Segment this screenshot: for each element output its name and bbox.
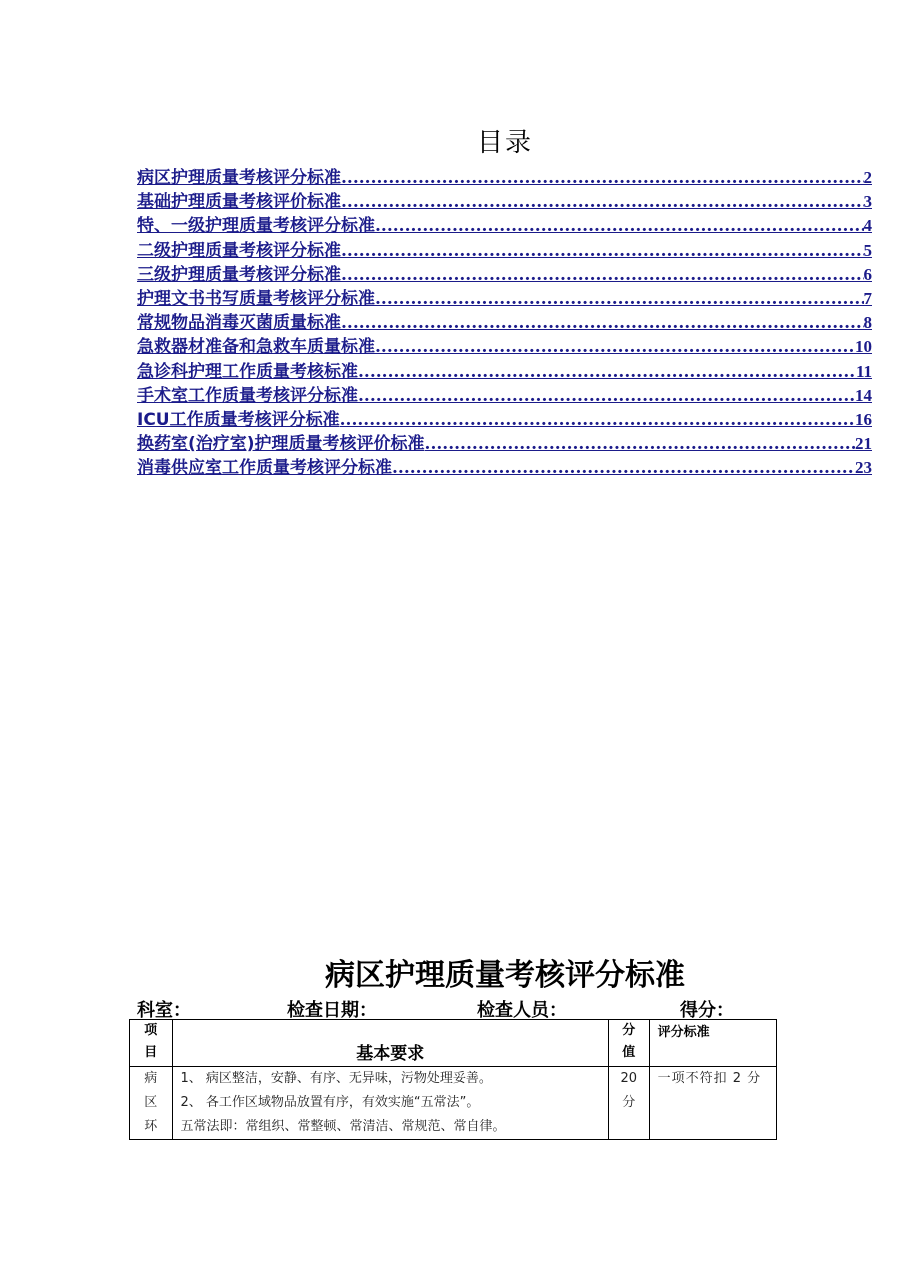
dot-leader xyxy=(341,311,864,335)
toc-title: 目录 xyxy=(476,128,533,158)
dot-leader xyxy=(425,432,855,456)
toc-page-number: 2 xyxy=(863,168,872,187)
header-item-line: 目 xyxy=(144,1045,158,1060)
dot-leader xyxy=(392,456,855,480)
toc-link-label: 急救器材准备和急救车质量标准 xyxy=(137,337,375,358)
row-item-line: 病 xyxy=(144,1071,158,1086)
row-item-line: 区 xyxy=(144,1095,158,1110)
toc-link-label: ICU工作质量考核评分标准 xyxy=(137,409,340,430)
date-label: 检查日期： xyxy=(287,1000,377,1021)
row-score-line: 20 xyxy=(620,1071,638,1086)
toc-link-2[interactable] xyxy=(137,190,872,214)
toc-link-label: 消毒供应室工作质量考核评分标准 xyxy=(137,458,392,479)
row-scoring-rule: 一项不符扣 2 分 xyxy=(649,1067,776,1140)
toc-page-number: 14 xyxy=(855,385,872,405)
row-item xyxy=(130,1067,173,1140)
row-score-line: 分 xyxy=(622,1095,636,1110)
toc-page-number: 11 xyxy=(855,361,872,381)
dot-leader xyxy=(341,166,864,190)
header-basic-requirements: 基本要求 xyxy=(172,1020,608,1067)
requirement-line: 1、 病区整洁，安静、有序、无异味，污物处理妥善。 xyxy=(180,1071,492,1086)
toc-link-12[interactable] xyxy=(137,432,872,456)
toc-link-7[interactable] xyxy=(137,311,872,335)
toc-link-11[interactable] xyxy=(137,408,872,432)
toc-page-number: 10 xyxy=(855,337,872,357)
toc-link-label: 急诊科护理工作质量考核标准 xyxy=(137,361,358,382)
dot-leader xyxy=(358,360,856,384)
row-item-line: 环 xyxy=(144,1119,158,1134)
toc-page-number: 16 xyxy=(855,409,872,429)
row-score xyxy=(608,1067,649,1140)
toc-link-label: 三级护理质量考核评分标准 xyxy=(137,264,341,285)
toc-link-label: 基础护理质量考核评价标准 xyxy=(137,192,341,213)
toc-link-13[interactable] xyxy=(137,456,872,480)
toc-link-label: 手术室工作质量考核评分标准 xyxy=(137,385,358,406)
toc-page-number: 5 xyxy=(863,240,872,260)
header-item xyxy=(130,1020,173,1067)
toc-link-4[interactable] xyxy=(137,239,872,263)
toc-page-number: 23 xyxy=(855,458,872,478)
toc-link-1[interactable] xyxy=(137,166,872,190)
toc-link-5[interactable] xyxy=(137,263,872,287)
toc-link-label: 二级护理质量考核评分标准 xyxy=(137,240,341,261)
dot-leader xyxy=(375,335,855,359)
toc-link-8[interactable] xyxy=(137,335,872,359)
toc-page-number: 3 xyxy=(863,192,872,212)
inspector-label: 检查人员： xyxy=(477,1000,567,1021)
header-item-line: 项 xyxy=(144,1023,158,1038)
dot-leader xyxy=(341,190,864,214)
header-score-line: 分 xyxy=(622,1023,636,1038)
inspection-meta-line xyxy=(137,996,737,1020)
toc-page-number: 4 xyxy=(863,216,872,236)
toc-link-10[interactable] xyxy=(137,384,872,408)
score-label: 得分： xyxy=(680,1000,734,1021)
table-header-row xyxy=(130,1020,777,1067)
dot-leader xyxy=(375,214,864,238)
toc-page-number: 6 xyxy=(863,264,872,284)
requirement-line: 五常法即：常组织、常整顿、常清洁、常规范、常自律。 xyxy=(180,1119,506,1134)
toc-link-9[interactable] xyxy=(137,360,872,384)
header-score xyxy=(608,1020,649,1067)
dot-leader xyxy=(341,263,864,287)
toc-link-label: 换药室(治疗室)护理质量考核评价标准 xyxy=(137,434,425,455)
dot-leader xyxy=(358,384,855,408)
toc-link-label: 特、一级护理质量考核评分标准 xyxy=(137,216,375,237)
toc-link-label: 护理文书书写质量考核评分标准 xyxy=(137,288,375,309)
dot-leader xyxy=(341,239,864,263)
row-requirements xyxy=(172,1067,608,1140)
header-score-line: 值 xyxy=(622,1045,636,1060)
toc-link-label: 病区护理质量考核评分标准 xyxy=(137,168,341,188)
scoring-table xyxy=(129,1019,777,1140)
table-of-contents xyxy=(137,166,872,480)
dept-label: 科室： xyxy=(137,1000,191,1021)
section-title: 病区护理质量考核评分标准 xyxy=(325,958,685,993)
toc-page-number: 7 xyxy=(863,288,872,308)
toc-link-3[interactable] xyxy=(137,214,872,238)
requirement-line: 2、 各工作区域物品放置有序，有效实施“五常法”。 xyxy=(180,1095,480,1110)
table-row xyxy=(130,1067,777,1140)
toc-page-number: 21 xyxy=(855,434,872,454)
toc-link-label: 常规物品消毒灭菌质量标准 xyxy=(137,313,341,334)
toc-link-6[interactable] xyxy=(137,287,872,311)
header-scoring-rule: 评分标准 xyxy=(649,1020,776,1067)
dot-leader xyxy=(375,287,864,311)
toc-page-number: 8 xyxy=(863,313,872,333)
dot-leader xyxy=(340,408,855,432)
